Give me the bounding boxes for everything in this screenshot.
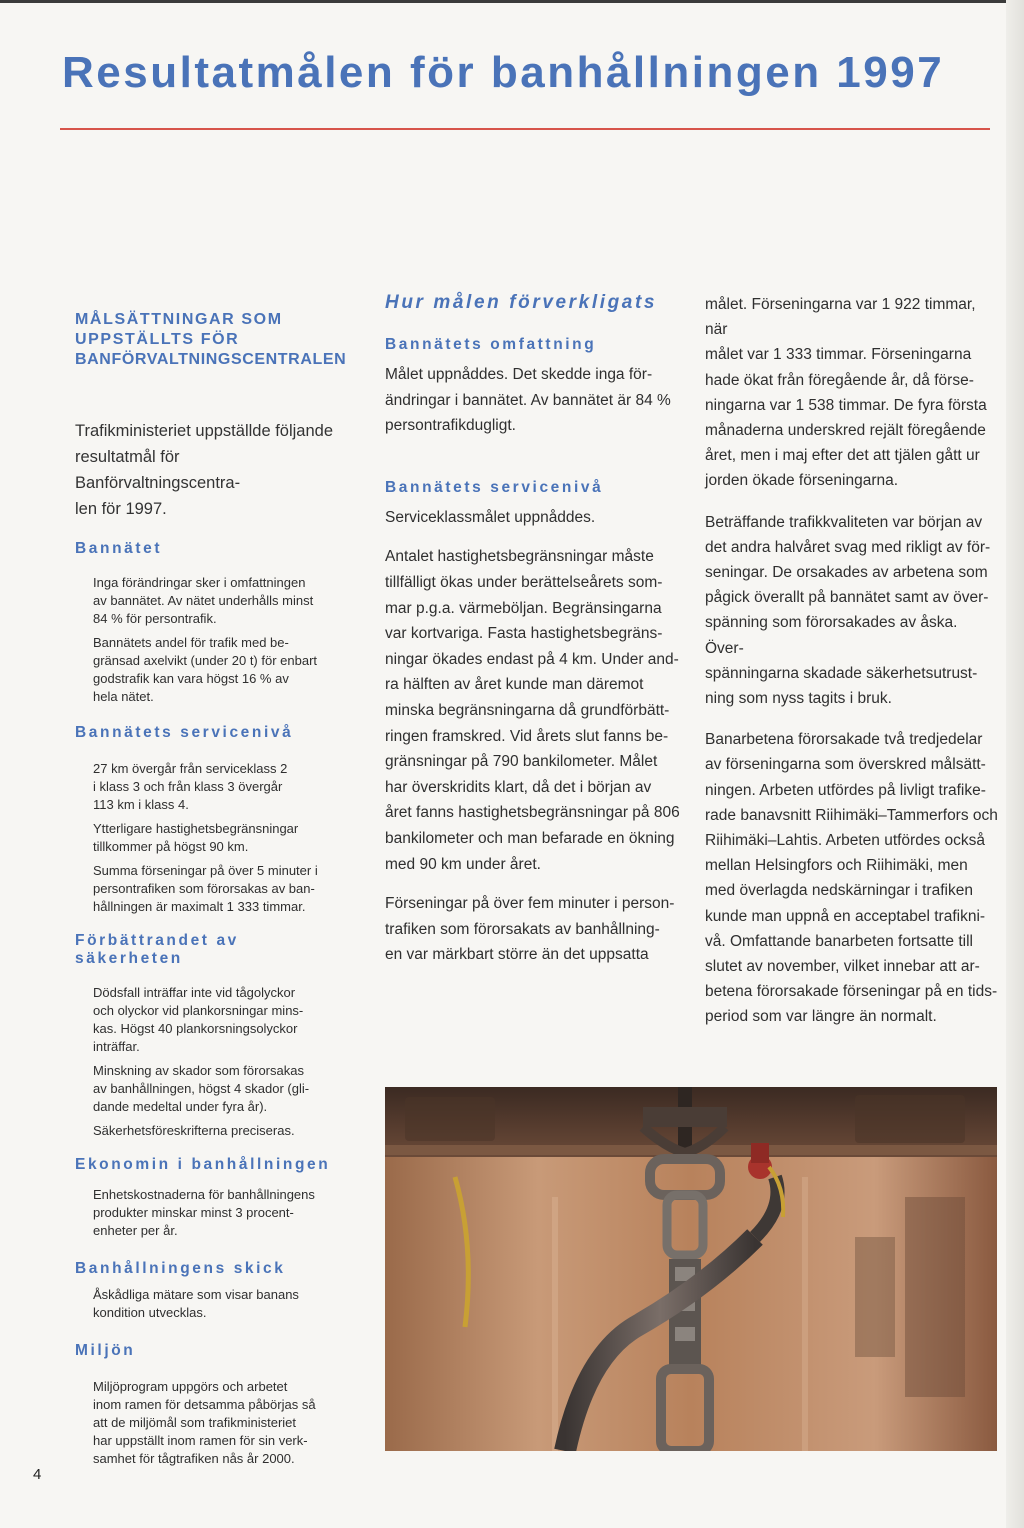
goal-paragraph: Inga förändringar sker i omfattningen av bannätet. Av nätet underhålls minst 84 % för persontrafik. xyxy=(93,575,314,626)
result-paragraph: målet. Förseningarna var 1 922 timmar, när målet var 1 333 timmar. Förseningarna hade ökat från föregående år, då förse- ningarna var 1 538 timmar. De fyra första månaderna underskred rejält föregående året, men i maj efter det att tjälen gått ur jorden ökade förseningarna. xyxy=(705,296,987,490)
goal-paragraph: Miljöprogram uppgörs och arbetet inom ramen för detsamma påbörjas så att de miljömål som trafikministeriet har uppställt inom ramen för sin verk- samhet för tågtrafiken nås år 2000. xyxy=(93,1379,316,1466)
result-paragraph: Beträffande trafikkvaliteten var början av det andra halvåret svag med rikligt av för- seningar. De orsakades av arbetena som pågick överallt på bannätet samt av över- spänning som förorsakades av åska. Över- spänningarna skadade säkerhetsutrust- ning som nyss tagits i bruk. xyxy=(705,513,991,708)
goal-paragraph: Bannätets andel för trafik med be- gränsad axelvikt (under 20 t) för enbart godstrafik kan vara högst 16 % av hela nätet. xyxy=(93,635,318,704)
goal-paragraph: Säkerhetsföreskrifterna preciseras. xyxy=(93,1123,295,1138)
result-paragraph: Målet uppnåddes. Det skedde inga för- ändringar i bannätet. Av bannätet är 84 % persontrafikdugligt. xyxy=(385,366,671,435)
result-paragraph: Antalet hastighetsbegränsningar måste tillfälligt ökas under berättelseårets som- mar p.g.a. värmeböljan. Begränsingarna var kortvariga. Fasta hastighetsbegräns- ningar ökades endast på 4 km. Under and- ra hälften av året kunde man däremot minska begränsningarna då grundförbätt- ringen framskred. Vid årets slut fanns be- gränsningar på 790 bankilometer. Målet har överskridits klart, då det i början av året fanns hastighetsbegränsningar på 806 bankilometer och man befarade en ökning med 90 km under året. xyxy=(385,548,680,873)
goal-paragraph: Dödsfall inträffar inte vid tågolyckor och olyckor vid plankorsningar mins- kas. Högst 40 plankorsningsolyckor inträffar. xyxy=(93,985,304,1054)
results-column xyxy=(385,292,680,982)
section-heading-economy: Ekonomin i banhållningen xyxy=(75,1156,331,1173)
goal-paragraph: Enhetskostnaderna för banhållningens produkter minskar minst 3 procent- enheter per år. xyxy=(93,1187,315,1238)
goals-column xyxy=(75,310,345,1474)
section-heading-servicelevel-result: Bannätets servicenivå xyxy=(385,478,604,496)
goal-paragraph: 27 km övergår från serviceklass 2 i klass 3 och från klass 3 övergår 113 km i klass 4. xyxy=(93,761,288,812)
result-paragraph: Serviceklassmålet uppnåddes. xyxy=(385,508,596,526)
goals-heading-line: BANFÖRVALTNINGSCENTRALEN xyxy=(75,351,347,368)
section-heading-servicelevel: Bannätets servicenivå xyxy=(75,724,294,741)
goals-heading-line: UPPSTÄLLTS FÖR xyxy=(75,331,240,348)
goals-intro: Trafikministeriet uppställde följande resultatmål för Banförvaltningscentra- len för 1997. xyxy=(75,422,334,518)
title-rule xyxy=(60,128,990,130)
goals-heading-line: MÅLSÄTTNINGAR SOM xyxy=(75,311,283,328)
section-heading-environment: Miljön xyxy=(75,1342,136,1359)
page-edge xyxy=(1006,0,1024,1528)
result-paragraph: Banarbetena förorsakade två tredjedelar av förseningarna som överskred målsätt- ningen. Arbeten utfördes på livligt trafike- rade banavsnitt Riihimäki–Tammerfors och Riihimäki–Lahtis. Arbeten utfördes också mellan Helsingfors och Riihimäki, men med överlagda nedskärningar i trafiken kunde man uppnå en acceptabel trafikni- vå. Omfattande banarbeten fortsatte till slutet av november, vilket innebar att ar- betena förorsakade förseningar på en tids- period som var längre än normalt. xyxy=(705,731,998,1026)
page-number: 4 xyxy=(33,1466,42,1483)
top-border xyxy=(0,0,1024,3)
page-title: Resultatmålen för banhållningen 1997 xyxy=(62,48,945,97)
section-heading-safety: Förbättrandet av säkerheten xyxy=(75,932,239,967)
section-heading-bannatet: Bannätet xyxy=(75,540,163,557)
goal-paragraph: Ytterligare hastighetsbegränsningar tillkommer på högst 90 km. xyxy=(93,821,299,854)
section-heading-extent: Bannätets omfattning xyxy=(385,336,597,353)
goal-paragraph: Summa förseningar på över 5 minuter i persontrafiken som förorsakas av ban- hållningen är maximalt 1 333 timmar. xyxy=(93,863,318,914)
results-title: Hur målen förverkligats xyxy=(385,292,658,313)
results-continued-column xyxy=(705,292,999,1044)
goal-paragraph: Minskning av skador som förorsakas av banhållningen, högst 4 skador (gli- dande medeltal under fyra år). xyxy=(93,1063,310,1114)
goal-paragraph: Åskådliga mätare som visar banans kondition utvecklas. xyxy=(93,1287,299,1320)
result-paragraph: Förseningar på över fem minuter i person- trafiken som förorsakats av banhållning- en var märkbart större än det uppsatta xyxy=(385,895,675,964)
railway-coupling-photo xyxy=(385,1087,997,1451)
goals-heading xyxy=(75,310,345,370)
section-heading-condition: Banhållningens skick xyxy=(75,1260,286,1277)
